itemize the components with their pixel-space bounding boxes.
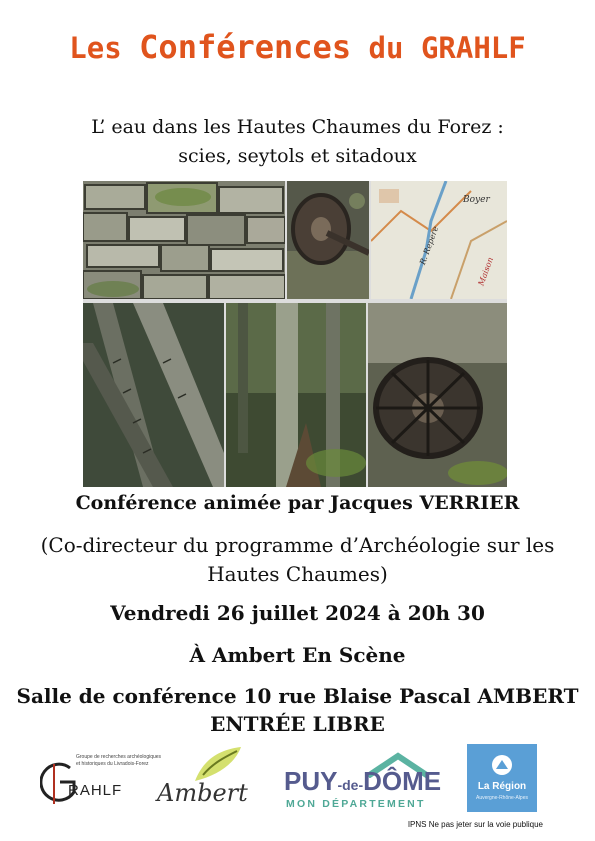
puy-part-2: -de- bbox=[337, 777, 364, 793]
photo-forest-path bbox=[226, 303, 366, 487]
title-prefix: Les bbox=[69, 31, 122, 65]
speaker-role-line-1: (Co-directeur du programme d’Archéologie sur les bbox=[40, 533, 555, 557]
map-word-1: Boyer bbox=[463, 195, 490, 205]
puy-de-dome-name bbox=[284, 766, 441, 797]
photo-mill-wheel bbox=[368, 303, 507, 487]
photo-stone-wall bbox=[83, 181, 285, 299]
grahlf-caption-1: Groupe de recherches archéologiques bbox=[76, 754, 162, 760]
ambert-name: Ambert bbox=[157, 779, 248, 807]
puy-part-1: PUY bbox=[284, 766, 338, 796]
puy-part-3: DÔME bbox=[363, 766, 442, 796]
photo-collage bbox=[83, 181, 507, 487]
entry-free: ENTRÉE LIBRE bbox=[210, 712, 385, 736]
grahlf-logo bbox=[40, 752, 162, 812]
ambert-logo bbox=[155, 745, 255, 810]
region-emblem-icon bbox=[491, 754, 513, 776]
speaker-role-line-2: Hautes Chaumes) bbox=[207, 562, 388, 586]
photo-flywheel bbox=[287, 181, 369, 299]
region-sub: Auvergne-Rhône-Alpes bbox=[476, 795, 528, 801]
event-date: Vendredi 26 juillet 2024 à 20h 30 bbox=[110, 601, 485, 625]
grahlf-caption-2: et historiques du Livradois-Forez bbox=[76, 761, 149, 767]
puy-de-dome-logo bbox=[284, 752, 454, 814]
la-region-logo bbox=[467, 744, 537, 812]
map-word-3: Maison bbox=[476, 256, 496, 287]
title-main: Conférences bbox=[139, 28, 352, 66]
map-word-2: R. Repere bbox=[418, 225, 441, 266]
subtitle-line-1: L’ eau dans les Hautes Chaumes du Forez : bbox=[91, 116, 504, 138]
footer-note: IPNS Ne pas jeter sur la voie publique bbox=[407, 820, 543, 829]
title-org: GRAHLF bbox=[420, 31, 526, 65]
page-title bbox=[0, 28, 595, 66]
grahlf-name: RAHLF bbox=[68, 782, 123, 799]
speaker-line: Conférence animée par Jacques VERRIER bbox=[75, 492, 520, 514]
photo-old-map bbox=[371, 181, 507, 299]
subtitle-line-2: scies, seytols et sitadoux bbox=[178, 145, 417, 167]
photo-saw-blade bbox=[83, 303, 224, 487]
title-mid: du bbox=[368, 31, 404, 65]
event-place: À Ambert En Scène bbox=[189, 643, 406, 667]
region-name: La Région bbox=[477, 781, 527, 792]
puy-de-dome-tagline: MON DÉPARTEMENT bbox=[286, 798, 426, 810]
event-room: Salle de conférence 10 rue Blaise Pascal AMBERT bbox=[16, 684, 579, 708]
